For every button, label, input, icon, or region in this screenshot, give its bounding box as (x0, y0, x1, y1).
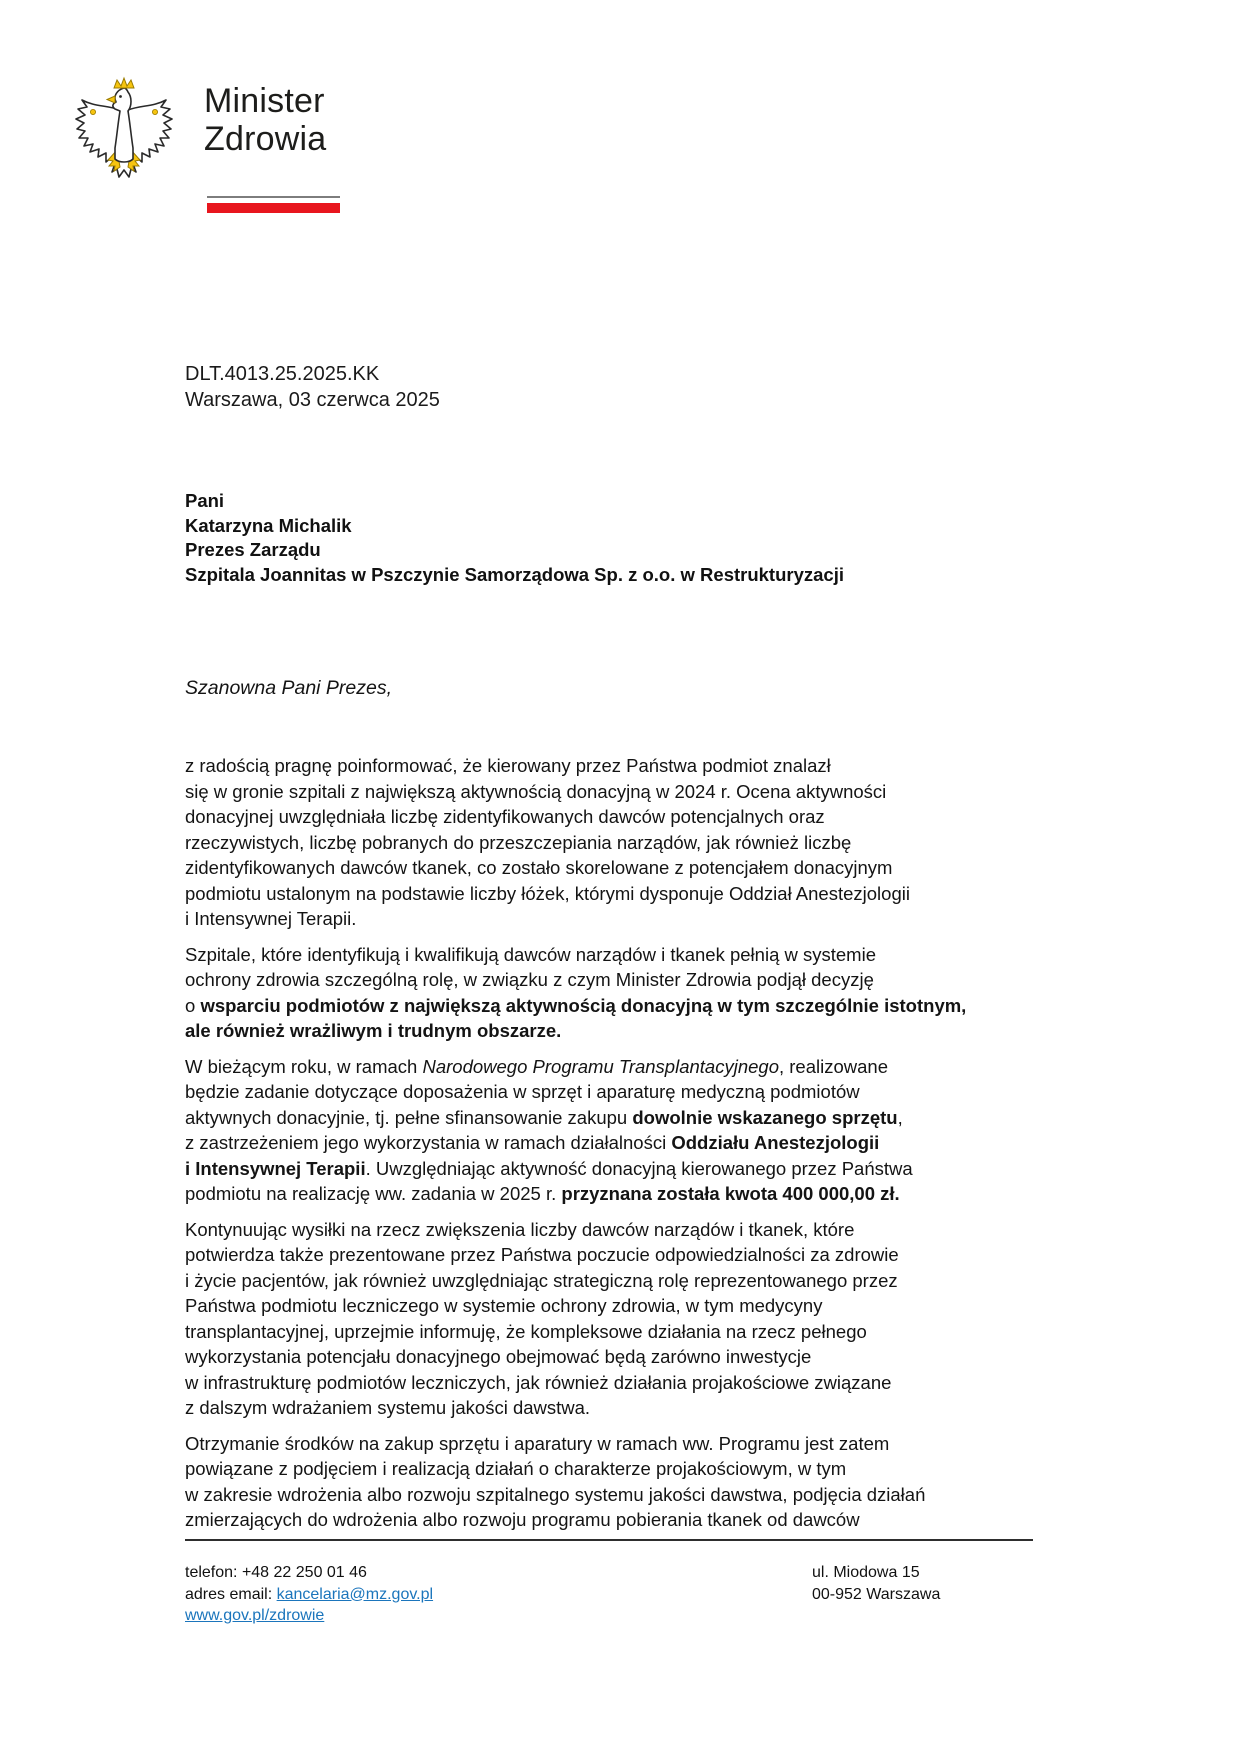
letter-body (185, 753, 1005, 1543)
footer-email (185, 1584, 433, 1606)
coat-of-arms-eagle-icon (72, 76, 176, 196)
body-paragraph: Szpitale, które identyfikują i kwalifikują dawców narządów i tkanek pełnią w systemie ochrony zdrowia szczególną rolę, w związku z czym Minister Zdrowia podjął decyzję o wsparciu podmiotów z największą aktywnością donacyjną w tym szczególnie istotnym, ale również wrażliwym i trudnym obszarze. (185, 943, 967, 1041)
addressee-line: Szpitala Joannitas w Pszczynie Samorządowa Sp. z o.o. w Restrukturyzacji (185, 563, 844, 585)
phone-value: +48 22 250 01 46 (241, 1564, 367, 1581)
reference-block (185, 361, 440, 413)
address-street: ul. Miodowa 15 (812, 1564, 920, 1581)
addressee-line: Pani (185, 490, 225, 511)
footer-phone (185, 1562, 433, 1584)
footer-address (812, 1562, 940, 1605)
body-paragraph: W bieżącym roku, w ramach Narodowego Programu Transplantacyjnego, realizowane będzie zadanie dotyczące doposażenia w sprzęt i aparaturę medyczną podmiotów aktywnych donacyjnie, tj. pełne sfinansowanie zakupu dowolnie wskazanego sprzętu, z zastrzeżeniem jego wykorzystania w ramach działalności Oddziału Anestezjologii i Intensywnej Terapii. Uwzględniając aktywność donacyjną kierowanego przez Państwa podmiotu na realizację ww. zadania w 2025 r. przyznana została kwota 400 000,00 zł. (185, 1055, 913, 1204)
ministry-name (204, 82, 326, 158)
website-link[interactable]: www.gov.pl/zdrowie (185, 1607, 325, 1624)
body-paragraph: Otrzymanie środków na zakup sprzętu i aparatury w ramach ww. Programu jest zatem powiązane z podjęciem i realizacją działań o charakterze projakościowym, w tym w zakresie wdrożenia albo rozwoju szpitalnego systemu jakości dawstwa, podjęcia działań zmierzających do wdrożenia albo rozwoju programu pobierania tkanek od dawców (185, 1432, 926, 1530)
addressee-line: Katarzyna Michalik (185, 514, 352, 536)
addressee-block (185, 489, 844, 587)
case-reference: DLT.4013.25.2025.KK (185, 363, 380, 385)
salutation: Szanowna Pani Prezes, (185, 677, 393, 699)
red-accent-bar (207, 203, 340, 213)
footer-website (185, 1605, 433, 1627)
footer-divider (185, 1539, 1033, 1541)
phone-label: telefon: (185, 1564, 238, 1581)
place-and-date: Warszawa, 03 czerwca 2025 (185, 389, 440, 411)
email-label: adres email: (185, 1585, 273, 1603)
address-city: 00-952 Warszawa (812, 1585, 941, 1603)
body-paragraph: Kontynuując wysiłki na rzecz zwiększenia liczby dawców narządów i tkanek, które potwierdza także prezentowane przez Państwa poczucie odpowiedzialności za zdrowie i życie pacjentów, jak również uwzględniając strategiczną rolę reprezentowanego przez Państwa podmiotu leczniczego w systemie ochrony zdrowia, w tym medycyny transplantacyjnej, uprzejmie informuję, że kompleksowe działania na rzecz pełnego wykorzystania potencjału donacyjnego obejmować będą zarówno inwestycje w infrastrukturę podmiotów leczniczych, jak również działania projakościowe związane z dalszym wdrażaniem systemu jakości dawstwa. (185, 1218, 899, 1418)
email-link[interactable]: kancelaria@mz.gov.pl (276, 1585, 434, 1603)
addressee-line: Prezes Zarządu (185, 539, 321, 560)
body-paragraph: z radością pragnę poinformować, że kierowany przez Państwa podmiot znalazł się w gronie szpitali z największą aktywnością donacyjną w 2024 r. Ocena aktywności donacyjnej uwzględniała liczbę zidentyfikowanych dawców potencjalnych oraz rzeczywistych, liczbę pobranych do przeszczepiania narządów, jak również liczbę zidentyfikowanych dawców tkanek, co zostało skorelowane z potencjałem donacyjnym podmiotu ustalonym na podstawie liczby łóżek, którymi dysponuje Oddział Anestezjologii i Intensywnej Terapii. (185, 755, 910, 929)
ministry-name-line1: Minister (204, 82, 325, 120)
gray-accent-line (207, 196, 340, 198)
ministry-name-line2: Zdrowia (204, 120, 327, 158)
footer-contact (185, 1562, 433, 1627)
